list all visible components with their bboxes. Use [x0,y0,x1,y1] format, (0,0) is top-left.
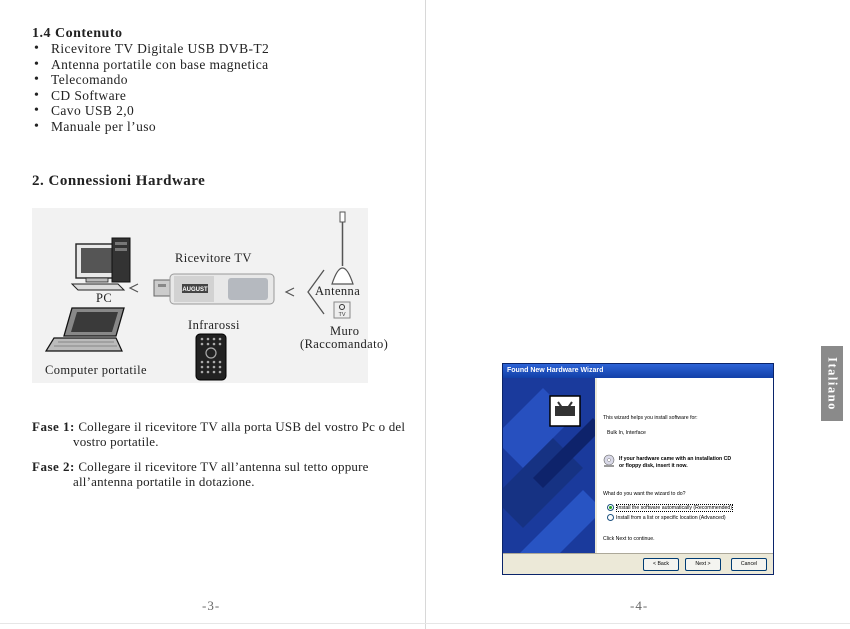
arrow-right-icon [286,288,294,296]
step-label: Fase 2: [32,459,75,474]
pc-label: PC [96,291,113,305]
list-item: • Cavo USB 2,0 [34,103,269,119]
remote-control-icon [196,334,226,380]
usb-receiver-icon [154,274,274,304]
contents-list [34,41,269,135]
next-button[interactable]: Next > [685,558,721,571]
wizard-cd-prompt: If your hardware came with an installation CD [619,456,732,462]
hardware-wizard-window [502,363,774,575]
list-item: • Ricevitore TV Digitale USB DVB-T2 [34,41,269,57]
wizard-question: What do you want the wizard to do? [603,491,686,497]
page-number: -3- [202,598,221,613]
section-contents-title: 1.4 Contenuto [32,26,123,41]
step-text: all’antenna portatile in dotazione. [73,474,255,489]
section-hardware-title: 2. Connessioni Hardware [32,173,206,189]
list-item: • Telecomando [34,72,269,88]
step-1 [32,419,405,449]
laptop-label: Computer portatile [45,363,147,377]
cd-icon [603,454,615,468]
step-text: Collegare il ricevitore TV alla porta USB del vostro Pc o del [78,419,406,434]
language-tab-label: Italiano [825,356,840,411]
infrared-label: Infrarossi [188,318,240,332]
language-tab [821,346,843,421]
wizard-content [597,378,773,574]
wizard-banner-icon [503,378,595,560]
wall-label: Muro [330,324,360,338]
tv-jack-text: TV [338,312,346,318]
wizard-continue: Click Next to continue. [603,536,655,542]
cancel-button[interactable]: Cancel [731,558,767,571]
wall-socket-icon [334,302,350,318]
list-item: • Manuale per l’uso [34,119,269,135]
laptop-icon [46,308,124,351]
step-label: Fase 1: [32,419,75,434]
pc-icon [72,238,130,290]
wizard-footer [503,553,773,574]
back-button[interactable]: < Back [643,558,679,571]
device-brand-text: AUGUST [182,287,208,293]
wizard-cd-prompt: or floppy disk, insert it now. [619,463,688,469]
step-text: vostro portatile. [73,434,159,449]
antenna-label: Antenna [315,284,361,298]
step-2 [32,459,369,489]
wizard-art [503,378,595,560]
wizard-intro: This wizard helps you install software for: [603,415,698,421]
list-item: • Antenna portatile con base magnetica [34,57,269,73]
list-item: • CD Software [34,88,269,104]
arrow-left-icon [130,284,138,292]
option-auto-label: Install the software automatically (Recommended) [617,504,733,511]
receiver-label: Ricevitore TV [175,251,252,265]
connection-diagram [32,208,389,383]
radio-selected-icon[interactable] [607,504,614,511]
radio-icon[interactable] [607,514,614,521]
antenna-icon [332,212,353,284]
option-manual-label: Install from a list or specific location (Advanced) [616,514,726,521]
page-number: -4- [630,598,649,613]
wall-note-label: (Raccomandato) [300,337,389,351]
step-text: Collegare il ricevitore TV all’antenna sul tetto oppure [78,459,369,474]
option-manual[interactable] [607,514,726,521]
option-auto[interactable] [607,504,733,511]
wizard-device: Bulk In, Interface [607,430,646,436]
wizard-title: Found New Hardware Wizard [503,364,773,378]
